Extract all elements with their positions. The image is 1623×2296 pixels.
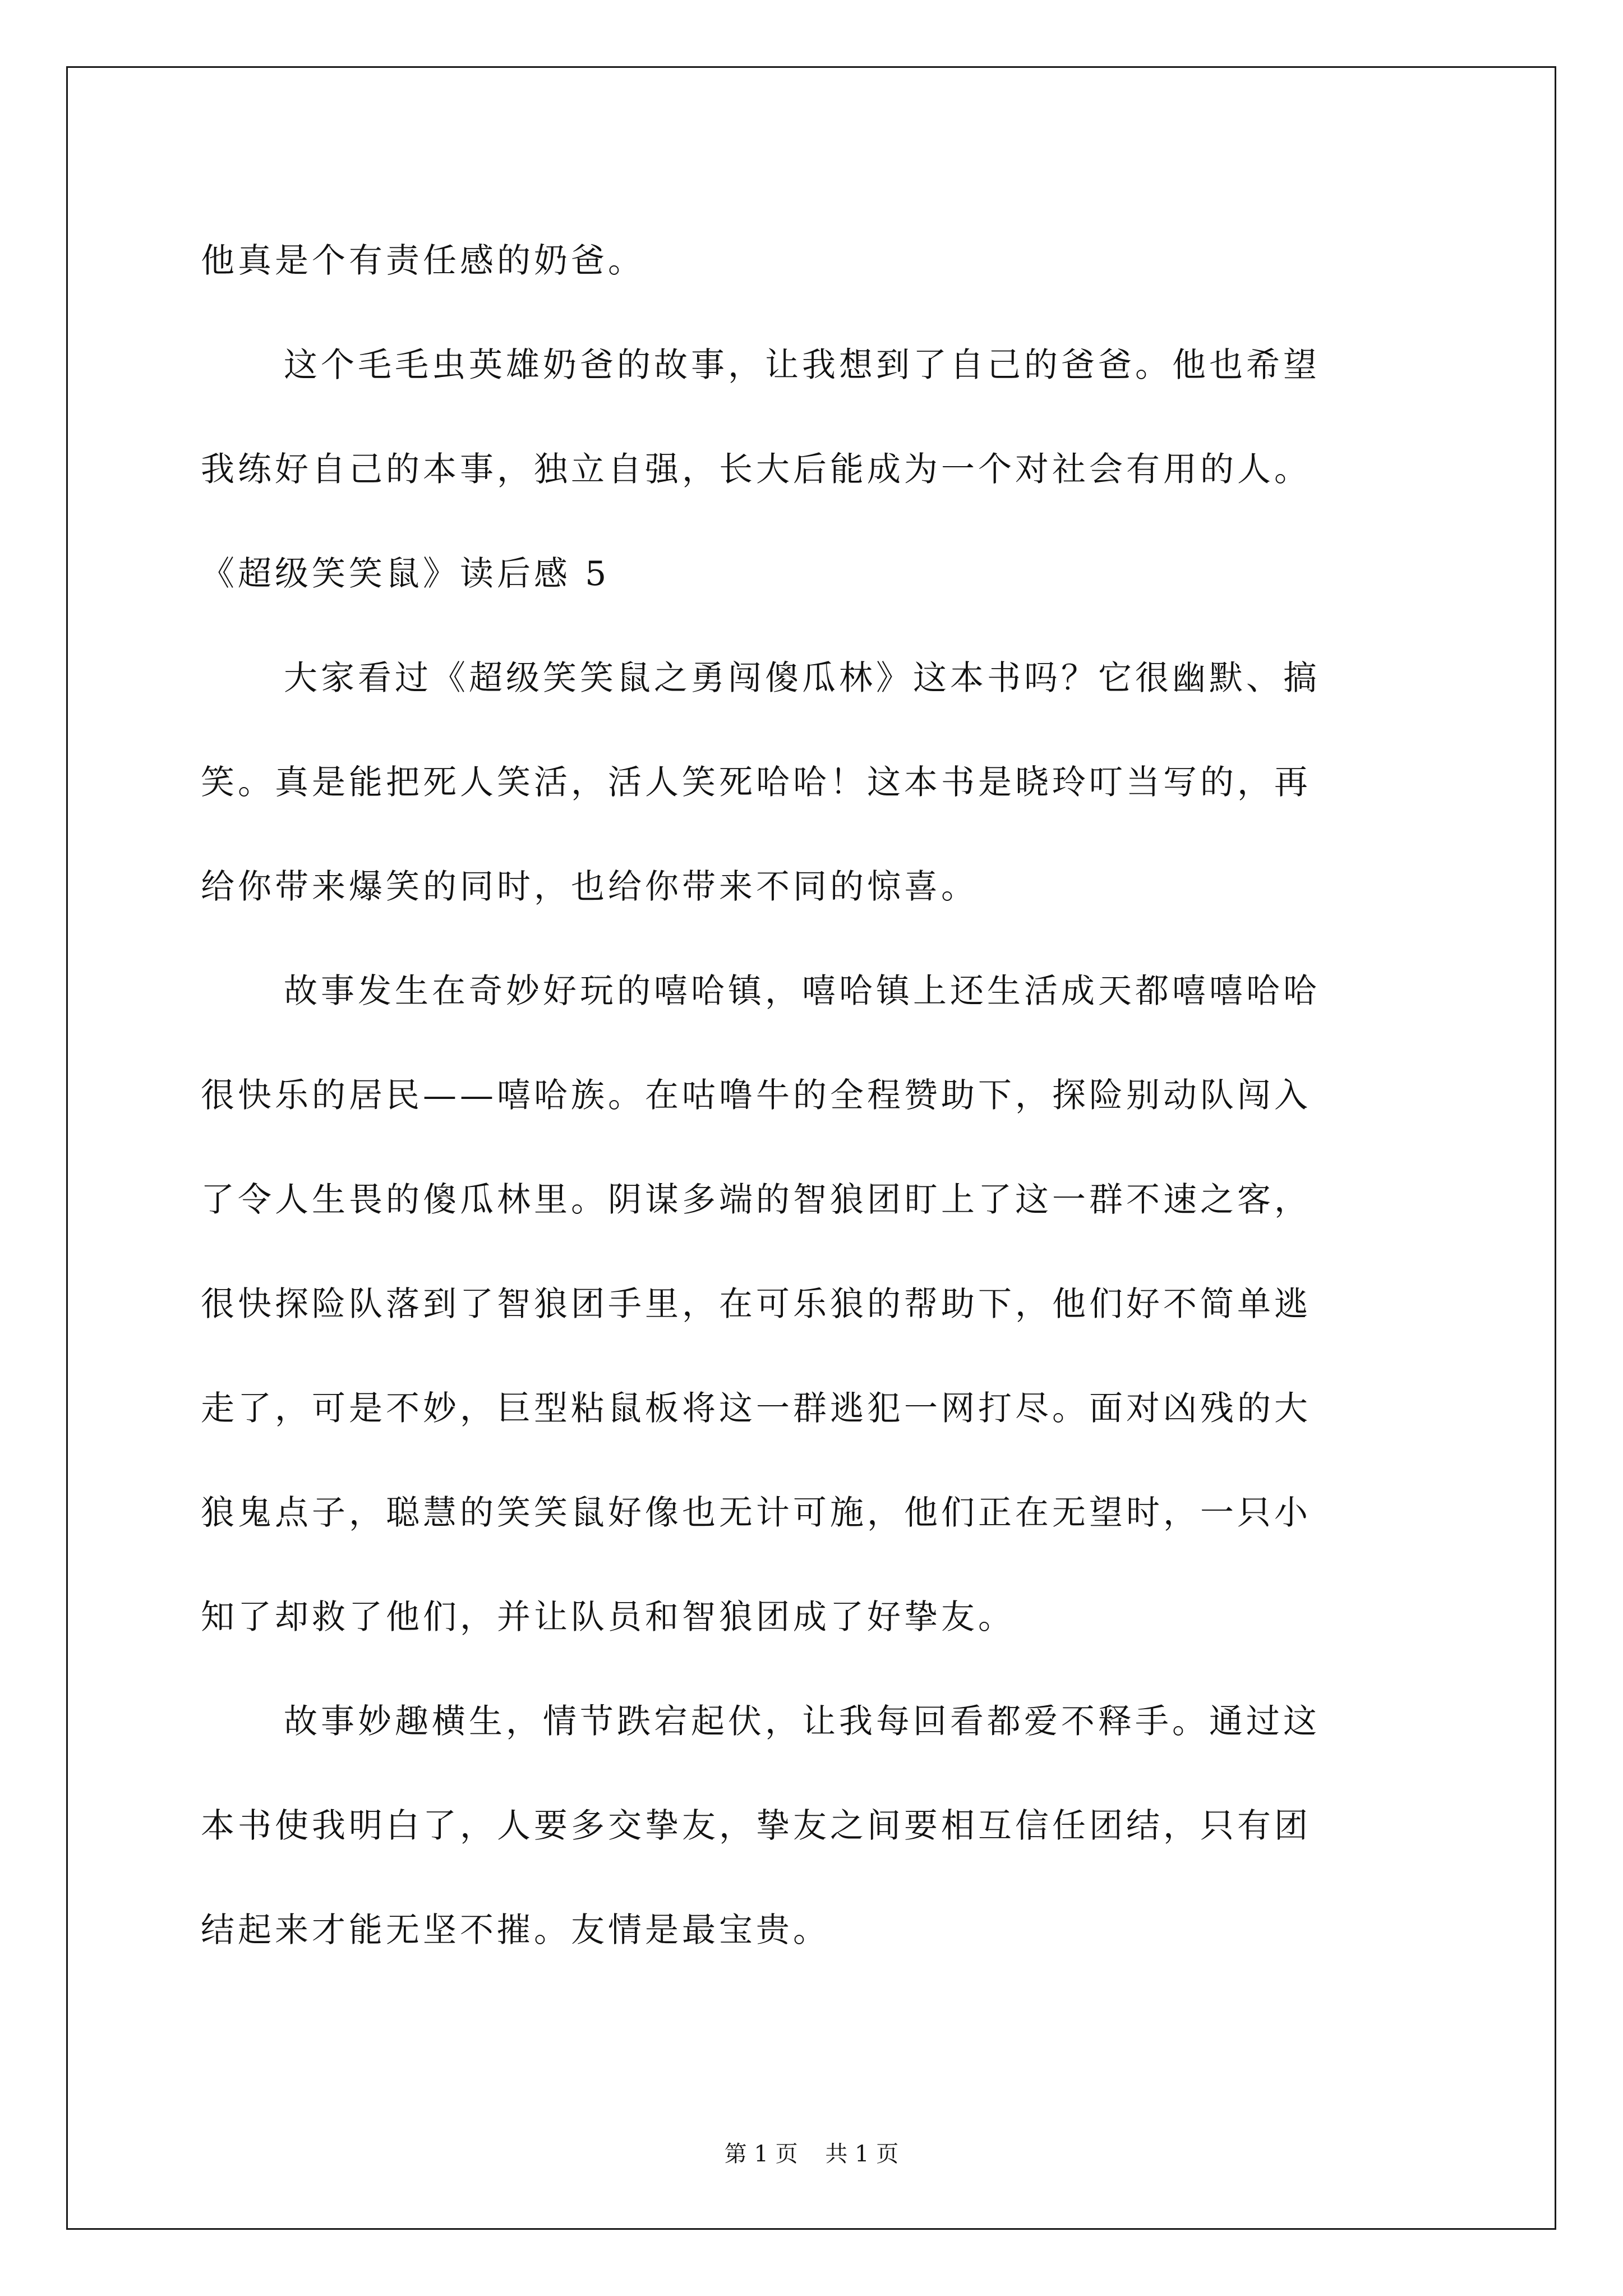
text-line: 很快探险队落到了智狼团手里，在可乐狼的帮助下，他们好不简单逃 <box>201 1285 1311 1324</box>
text-line: 结起来才能无坚不摧。友情是最宝贵。 <box>201 1911 830 1950</box>
text-line: 很快乐的居民——嘻哈族。在咕噜牛的全程赞助下，探险别动队闯入 <box>201 1076 1311 1115</box>
text-line: 给你带来爆笑的同时，也给你带来不同的惊喜。 <box>201 867 978 907</box>
text-line: 知了却救了他们，并让队员和智狼团成了好挚友。 <box>201 1598 1015 1637</box>
paragraph-first-line: 故事妙趣横生，情节跌宕起伏，让我每回看都爱不释手。通过这 <box>284 1702 1320 1741</box>
text-line: 走了，可是不妙，巨型粘鼠板将这一群逃犯一网打尽。面对凶残的大 <box>201 1389 1311 1428</box>
paragraph-first-line: 这个毛毛虫英雄奶爸的故事，让我想到了自己的爸爸。他也希望 <box>284 346 1320 385</box>
text-line: 狼鬼点子，聪慧的笑笑鼠好像也无计可施，他们正在无望时，一只小 <box>201 1493 1311 1533</box>
text-line: 笑。真是能把死人笑活，活人笑死哈哈！这本书是晓玲叮当写的，再 <box>201 763 1311 802</box>
text-line: 了令人生畏的傻瓜林里。阴谋多端的智狼团盯上了这一群不速之客， <box>201 1180 1311 1220</box>
page-number-current: 第 1 页 <box>724 2141 798 2167</box>
paragraph-first-line: 故事发生在奇妙好玩的嘻哈镇，嘻哈镇上还生活成天都嘻嘻哈哈 <box>284 972 1320 1011</box>
text-line: 他真是个有责任感的奶爸。 <box>201 241 645 280</box>
text-line: 本书使我明白了，人要多交挚友，挚友之间要相互信任团结，只有团 <box>201 1806 1311 1846</box>
section-heading: 《超级笑笑鼠》读后感 5 <box>201 554 610 593</box>
document-body <box>201 209 1435 1982</box>
text-line: 我练好自己的本事，独立自强，长大后能成为一个对社会有用的人。 <box>201 450 1311 489</box>
paragraph-first-line: 大家看过《超级笑笑鼠之勇闯傻瓜林》这本书吗？它很幽默、搞 <box>284 659 1320 698</box>
page-footer <box>0 2137 1623 2171</box>
page-number-total: 共 1 页 <box>825 2141 899 2167</box>
